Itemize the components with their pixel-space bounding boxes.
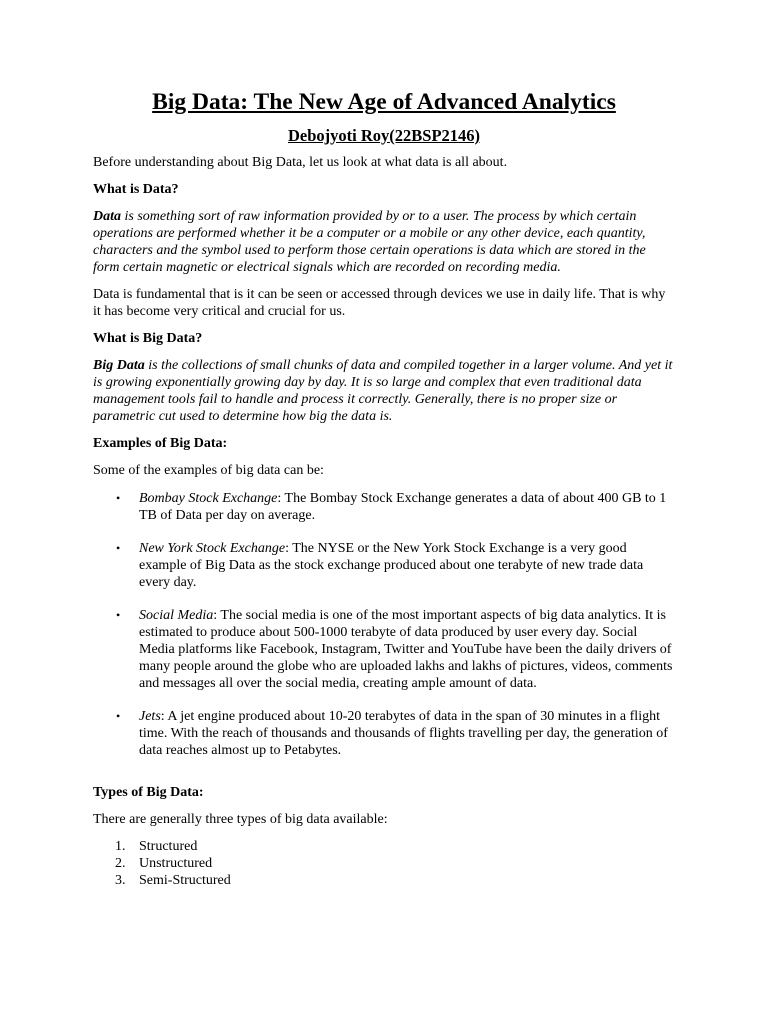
example-name: Bombay Stock Exchange [139,491,278,506]
big-data-definition [93,357,675,425]
data-definition-text: is something sort of raw information provided by or to a user. The process by which certain operations are performed whether it be a computer or a mobile or any other device, each quantity, characters and the symbol used to perform those certain operations is data which are stored in the form certain magnetic or electrical signals which are recorded on recording media. [93,209,646,275]
type-label: Structured [139,839,198,854]
list-item [93,490,675,524]
examples-intro: Some of the examples of big data can be: [93,463,324,478]
example-text: : The NYSE or the New York Stock Exchange is a very good example of Big Data as the stock exchange produced about one terabyte of new trade data every day. [139,541,644,590]
big-data-term: Big Data [93,358,145,373]
type-label: Unstructured [139,856,213,871]
example-name: Social Media [139,608,214,623]
example-text: : The social media is one of the most important aspects of big data analytics. It is estimated to produce about 500-1000 terabyte of data produced by user every day. Social Media platforms like Facebook, Instagram, Twitter and YouTube have been the daily drivers of many people around the globe who are uploaded lakhs and lakhs of pictures, videos, comments and messages all over the social media, creating ample amount of data. [139,608,673,691]
bullet-icon: • [116,541,121,555]
types-intro: There are generally three types of big data available: [93,812,388,827]
bullet-icon: • [116,491,121,505]
big-data-definition-text: is the collections of small chunks of data and compiled together in a larger volume. And yet it is growing exponentially growing day by day. It is so large and complex that even traditional data management tools fail to handle and process it correctly. Generally, there is no proper size or parametric cut used to determine how big the data is. [93,358,673,424]
list-item [93,838,675,855]
document-title: Big Data: The New Age of Advanced Analytics [152,89,616,115]
list-item [93,872,675,889]
what-is-big-data-heading: What is Big Data? [93,331,203,346]
author-line: Debojyoti Roy(22BSP2146) [287,126,481,145]
list-item [93,855,675,872]
examples-heading: Examples of Big Data: [93,436,228,451]
example-text: : A jet engine produced about 10-20 terabytes of data in the span of 30 minutes in a flight time. With the reach of thousands and thousands of flights travelling per day, the generation of data reaches almost up to Petabytes. [139,709,668,758]
data-definition [93,208,675,276]
list-number: 1. [115,839,126,854]
bullet-icon: • [116,709,121,723]
list-item [93,708,675,759]
intro-paragraph: Before understanding about Big Data, let us look at what data is all about. [93,155,508,170]
type-label: Semi-Structured [139,873,231,888]
examples-list [93,490,675,759]
types-list [93,838,675,889]
example-name: Jets [139,709,161,724]
example-name: New York Stock Exchange [139,541,286,556]
bullet-icon: • [116,608,121,622]
data-term: Data [93,209,121,224]
list-item [93,540,675,591]
what-is-data-heading: What is Data? [93,182,179,197]
example-text: : The Bombay Stock Exchange generates a data of about 400 GB to 1 TB of Data per day on average. [139,491,667,523]
list-number: 3. [115,873,126,888]
list-number: 2. [115,856,126,871]
list-item [93,607,675,692]
data-fundamental-paragraph: Data is fundamental that is it can be seen or accessed through devices we use in daily life. That is why it has become very critical and crucial for us. [93,287,666,319]
types-heading: Types of Big Data: [93,785,204,800]
